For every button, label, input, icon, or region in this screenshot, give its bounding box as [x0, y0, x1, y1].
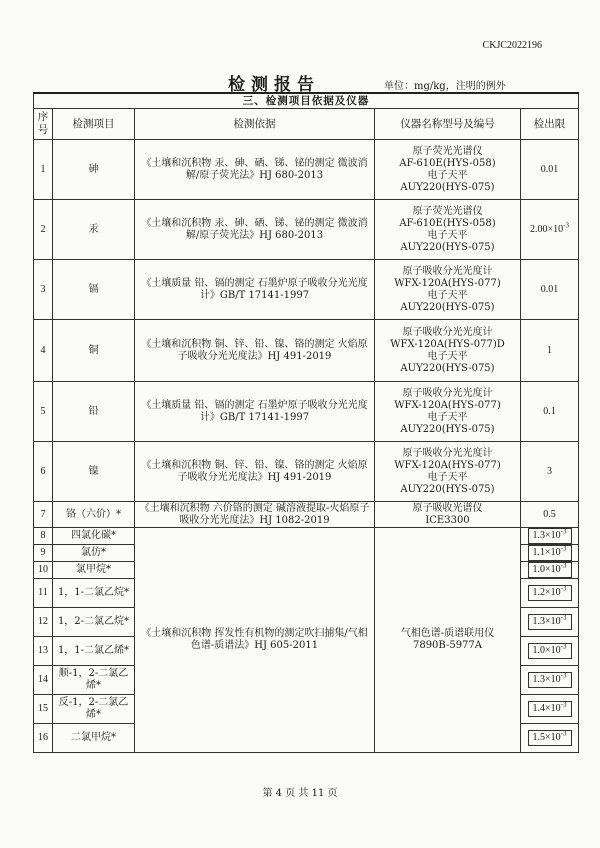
basis-cell: 《土壤质量 铅、镉的测定 石墨炉原子吸收分光光度计》GB/T 17141-1997 [135, 382, 375, 442]
limit-value: 1 [547, 344, 552, 356]
item-cell: 铬（六价）* [53, 502, 135, 528]
limit-cell [521, 442, 579, 502]
limit-value: $1.4\times 10^{-3}$ [528, 701, 572, 717]
seq-cell: 14 [34, 666, 53, 695]
instrument-line: ICE3300 [425, 514, 470, 526]
item-cell: 1，2-二氯乙烷* [53, 608, 135, 637]
limit-cell [521, 140, 579, 200]
limit-value: 0.5 [543, 508, 556, 520]
instrument-cell [375, 502, 521, 528]
limit-value: $1.5\times 10^{-3}$ [528, 730, 572, 746]
instrument-line: AUY220(HYS-075) [400, 483, 495, 495]
limit-value: $1.1\times 10^{-3}$ [528, 545, 572, 561]
instrument-line: 电子天平 [427, 169, 468, 181]
limit-cell [521, 382, 579, 442]
limit-exponent: -3 [560, 613, 567, 622]
test-basis-table [33, 92, 579, 753]
instrument-line: 原子吸收分光光度计 [402, 265, 493, 277]
header-instrument: 仪器名称型号及编号 [375, 109, 521, 140]
seq-cell: 10 [34, 562, 53, 579]
limit-exponent: -3 [560, 642, 567, 651]
limit-cell [521, 200, 579, 260]
seq-cell: 13 [34, 637, 53, 666]
basis-cell: 《土壤和沉积物 汞、砷、硒、锑、铋的测定 微波消解/原子荧光法》HJ 680-2013 [135, 200, 375, 260]
seq-cell: 11 [34, 579, 53, 608]
basis-cell: 《土壤和沉积物 铜、锌、铅、镍、铬的测定 火焰原子吸收分光光度法》HJ 491-2019 [135, 320, 375, 382]
limit-cell [521, 562, 579, 579]
limit-exponent: -3 [560, 527, 567, 536]
item-cell: 1，1-二氯乙烷* [53, 579, 135, 608]
instrument-line: 原子吸收分光光度计 [402, 447, 493, 459]
limit-cell [521, 502, 579, 528]
item-cell: 二氯甲烷* [53, 724, 135, 753]
limit-cell [521, 320, 579, 382]
table-row [34, 382, 579, 442]
limit-exponent: -3 [560, 561, 567, 570]
instrument-line: AUY220(HYS-075) [400, 241, 495, 253]
table-header [34, 109, 579, 140]
instrument-line: AF-610E(HYS-058) [399, 157, 496, 169]
item-cell: 汞 [53, 200, 135, 260]
page-title: 检测报告 [228, 75, 320, 95]
header-basis: 检测依据 [135, 109, 375, 140]
instrument-line: AUY220(HYS-075) [400, 301, 495, 313]
item-cell: 铅 [53, 382, 135, 442]
table-row [34, 260, 579, 320]
limit-value: 0.1 [543, 405, 556, 417]
seq-cell: 4 [34, 320, 53, 382]
limit-cell [521, 608, 579, 637]
table-row [34, 200, 579, 260]
seq-cell: 6 [34, 442, 53, 502]
limit-cell [521, 528, 579, 545]
table-row [34, 528, 579, 545]
instrument-line: AUY220(HYS-075) [400, 423, 495, 435]
seq-cell: 3 [34, 260, 53, 320]
limit-value: $1.3\times 10^{-3}$ [528, 614, 572, 630]
instrument-line: 原子荧光光谱仪 [412, 205, 483, 217]
voc-basis-cell: 《土壤和沉积物 挥发性有机物的测定吹扫捕集/气相色谱-质谱法》HJ 605-2011 [135, 528, 375, 753]
instrument-line: 7890B-5977A [412, 640, 483, 651]
limit-cell [521, 260, 579, 320]
limit-value: $1.2\times 10^{-3}$ [528, 585, 572, 601]
item-cell: 铜 [53, 320, 135, 382]
seq-cell: 2 [34, 200, 53, 260]
instrument-line: WFX-120A(HYS-077) [394, 399, 501, 411]
item-cell: 镍 [53, 442, 135, 502]
section-title: 三、检测项目依据及仪器 [34, 93, 579, 109]
instrument-line: AF-610E(HYS-058) [399, 217, 496, 229]
table-row [34, 502, 579, 528]
limit-exponent: -3 [560, 729, 567, 738]
instrument-line: AUY220(HYS-075) [400, 181, 495, 193]
limit-value: $1.3\times 10^{-3}$ [528, 528, 572, 544]
instrument-line: 气相色谱-质谱联用仪 [400, 628, 495, 639]
instrument-line: 电子天平 [427, 289, 468, 301]
limit-exponent: -3 [560, 700, 567, 709]
instrument-cell [375, 260, 521, 320]
instrument-line: AUY220(HYS-075) [400, 362, 495, 374]
limit-cell [521, 666, 579, 695]
instrument-line: 电子天平 [427, 229, 468, 241]
instrument-line: 原子吸收分光光度计 [402, 326, 493, 338]
voc-instrument-cell [375, 528, 521, 753]
limit-value: 3 [547, 465, 552, 477]
limit-value: 0.01 [540, 163, 559, 175]
header-item: 检测项目 [53, 109, 135, 140]
item-cell: 氯仿* [53, 545, 135, 562]
report-code: CKJC2022196 [482, 40, 542, 51]
limit-exponent: -3 [560, 584, 567, 593]
instrument-line: WFX-120A(HYS-077)D [390, 338, 505, 350]
instrument-cell [375, 382, 521, 442]
basis-cell: 《土壤和沉积物 汞、砷、硒、锑、铋的测定 微波消解/原子荧光法》HJ 680-2013 [135, 140, 375, 200]
item-cell: 顺-1，2-二氯乙烯* [53, 666, 135, 695]
header-limit: 检出限 [521, 109, 579, 140]
limit-exponent: -3 [560, 544, 567, 553]
item-cell: 砷 [53, 140, 135, 200]
seq-cell: 5 [34, 382, 53, 442]
item-cell: 1，1-二氯乙烯* [53, 637, 135, 666]
instrument-line: WFX-120A(HYS-077) [394, 459, 501, 471]
instrument-cell [375, 320, 521, 382]
seq-cell: 9 [34, 545, 53, 562]
limit-cell [521, 637, 579, 666]
limit-cell [521, 724, 579, 753]
limit-value: $1.0\times 10^{-3}$ [528, 643, 572, 659]
limit-cell [521, 579, 579, 608]
unit-note: 单位：mg/kg，注明的例外 [384, 81, 506, 92]
item-cell: 四氯化碳* [53, 528, 135, 545]
limit-value: $1.0\times 10^{-3}$ [528, 562, 572, 578]
instrument-cell [375, 140, 521, 200]
seq-cell: 16 [34, 724, 53, 753]
limit-value: $2.00\times 10^{-3}$ [530, 221, 569, 235]
table-row [34, 140, 579, 200]
table-row [34, 442, 579, 502]
instrument-line: 电子天平 [427, 471, 468, 483]
limit-exponent: -3 [560, 671, 567, 680]
seq-cell: 8 [34, 528, 53, 545]
limit-exponent: -3 [563, 221, 569, 230]
header-seq: 序号 [34, 109, 53, 140]
limit-value: $1.3\times 10^{-3}$ [528, 672, 572, 688]
instrument-line: 原子吸收光谱仪 [412, 502, 483, 514]
page-footer: 第 4 页 共 11 页 [262, 788, 338, 799]
seq-cell: 7 [34, 502, 53, 528]
instrument-line: 原子荧光光谱仪 [412, 145, 483, 157]
seq-cell: 15 [34, 695, 53, 724]
limit-cell [521, 695, 579, 724]
instrument-line: 电子天平 [427, 411, 468, 423]
limit-cell [521, 545, 579, 562]
instrument-line: 原子吸收分光光度计 [402, 387, 493, 399]
seq-cell: 12 [34, 608, 53, 637]
basis-cell: 《土壤质量 铅、镉的测定 石墨炉原子吸收分光光度计》GB/T 17141-1997 [135, 260, 375, 320]
item-cell: 镉 [53, 260, 135, 320]
instrument-cell [375, 200, 521, 260]
instrument-line: WFX-120A(HYS-077) [394, 277, 501, 289]
item-cell: 反-1，2-二氯乙烯* [53, 695, 135, 724]
limit-value: 0.01 [540, 283, 559, 295]
basis-cell: 《土壤和沉积物 铜、锌、铅、镍、铬的测定 火焰原子吸收分光光度法》HJ 491-2019 [135, 442, 375, 502]
instrument-cell [375, 442, 521, 502]
item-cell: 氯甲烷* [53, 562, 135, 579]
basis-cell: 《土壤和沉积物 六价铬的测定 碱溶液提取-火焰原子吸收分光光度法》HJ 1082-2019 [135, 502, 375, 528]
instrument-line: 电子天平 [427, 350, 468, 362]
table-row [34, 320, 579, 382]
seq-cell: 1 [34, 140, 53, 200]
